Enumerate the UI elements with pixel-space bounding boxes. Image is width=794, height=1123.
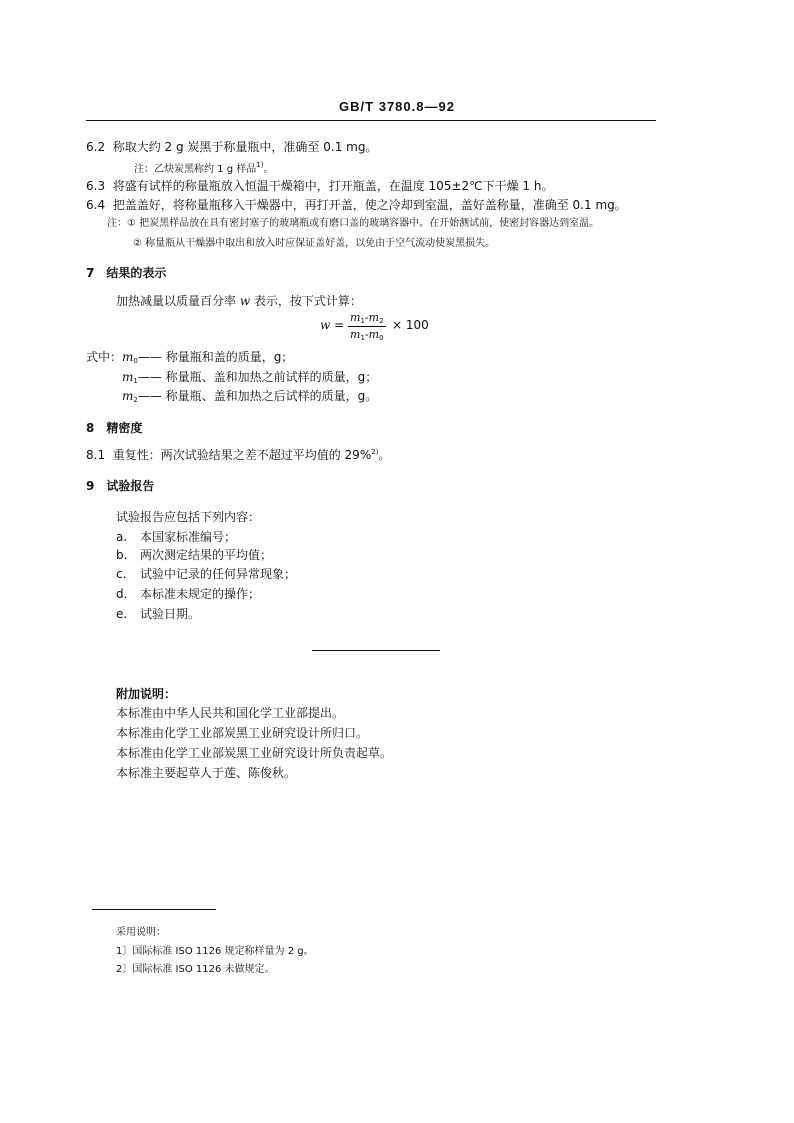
formula-variable: w — [320, 318, 331, 332]
where-label: 式中： — [86, 350, 123, 364]
note-6-4-1: 注：① 把炭黑样品放在具有密封塞子的玻璃瓶或有磨口盖的玻璃容器中。在开始测试前，使密封容器达到室温。 — [107, 218, 600, 229]
clause-number: 6.3 — [86, 179, 106, 193]
note-end: 。 — [263, 164, 274, 175]
intro-text: 加热减量以质量百分率 — [116, 294, 240, 308]
list-item: a. 本国家标准编号； — [116, 530, 237, 544]
formula-fraction — [348, 311, 386, 342]
footnote-2: 2〕国际标准 ISO 1126 未做规定。 — [116, 964, 275, 975]
clause-number: 8.1 — [86, 448, 106, 462]
appendix-line: 本标准由化学工业部炭黑工业研究设计所归口。 — [116, 726, 369, 740]
section-9-title: 9 试验报告 — [86, 479, 155, 493]
clause-6-4 — [86, 196, 627, 213]
footnote-rule — [92, 909, 216, 910]
appendix-line: 本标准由中华人民共和国化学工业部提出。 — [116, 706, 345, 720]
list-item: b. 两次测定结果的平均值； — [116, 548, 273, 562]
definition-text: —— 称量瓶、盖和加热之前试样的质量，g； — [137, 370, 378, 384]
footnote-title: 采用说明： — [116, 927, 166, 938]
end-rule — [312, 650, 440, 651]
clause-text: 称取大约 2 g 炭黑于称量瓶中，准确至 0.1 mg。 — [112, 140, 378, 154]
clause-8-1: 8.1 重复性：两次试验结果之差不超过平均值的 29%$^{2)}$。 — [86, 448, 391, 462]
formula-equals: = — [330, 318, 345, 332]
clause-number: 6.2 — [86, 140, 106, 154]
intro-variable: w — [239, 294, 251, 308]
clause-text: 把盖盖好，将称量瓶移入干燥器中，再打开盖，使之冷却到室温，盖好盖称量，准确至 0.1 mg。 — [112, 198, 627, 212]
formula-denominator: $m_1-m_0$ — [350, 328, 384, 342]
clause-6-3 — [86, 177, 554, 194]
formula-times: × 100 — [392, 318, 429, 332]
footnote-ref-1: 1) — [256, 161, 264, 169]
appendix-line: 本标准由化学工业部炭黑工业研究设计所负责起草。 — [116, 746, 393, 760]
note-text: 注：乙炔炭黑称约 1 g 样品 — [134, 164, 257, 175]
section-7-intro — [116, 292, 362, 309]
section-8-title: 8 精密度 — [86, 421, 143, 435]
intro-text-end: 表示，按下式计算： — [250, 294, 362, 308]
definition-text: —— 称量瓶和盖的质量，g； — [137, 350, 294, 364]
list-item: c. 试验中记录的任何异常现象； — [116, 567, 297, 581]
section-9-intro: 试验报告应包括下列内容： — [116, 510, 261, 524]
definition-m0: 式中：$m_0——$ 称量瓶和盖的质量，g； — [86, 350, 294, 365]
clause-6-2 — [86, 138, 377, 155]
footnote-1: 1〕国际标准 ISO 1126 规定称样量为 2 g。 — [116, 946, 314, 957]
page-header: GB/T 3780.8—92 — [339, 99, 455, 114]
definition-text: —— 称量瓶、盖和加热之后试样的质量，g。 — [137, 389, 378, 403]
header-rule — [86, 120, 656, 121]
section-7-title: 7 结果的表示 — [86, 266, 167, 280]
definition-m1: $m_1——$ 称量瓶、盖和加热之前试样的质量，g； — [122, 370, 378, 385]
formula-numerator: $m_1-m_2$ — [350, 311, 384, 325]
list-item: d. 本标准未规定的操作； — [116, 587, 261, 601]
appendix-title: 附加说明： — [116, 687, 177, 701]
appendix-line: 本标准主要起草人于莲、陈俊秋。 — [116, 766, 297, 780]
clause-text: 将盛有试样的称量瓶放入恒温干燥箱中，打开瓶盖，在温度 105±2℃下干燥 1 h。 — [112, 179, 554, 193]
clause-text: 重复性：两次试验结果之差不超过平均值的 29% — [112, 448, 372, 462]
clause-number: 6.4 — [86, 198, 106, 212]
footnote-ref-2: 2) — [371, 448, 379, 456]
list-item: e. 试验日期。 — [116, 607, 201, 621]
formula-lhs — [320, 318, 344, 332]
definition-m2: $m_2——$ 称量瓶、盖和加热之后试样的质量，g。 — [122, 389, 378, 404]
note-6-2 — [134, 160, 273, 175]
note-6-4-2: ② 称量瓶从干燥器中取出和放入时应保证盖好盖，以免由于空气流动使炭黑损失。 — [133, 238, 496, 249]
